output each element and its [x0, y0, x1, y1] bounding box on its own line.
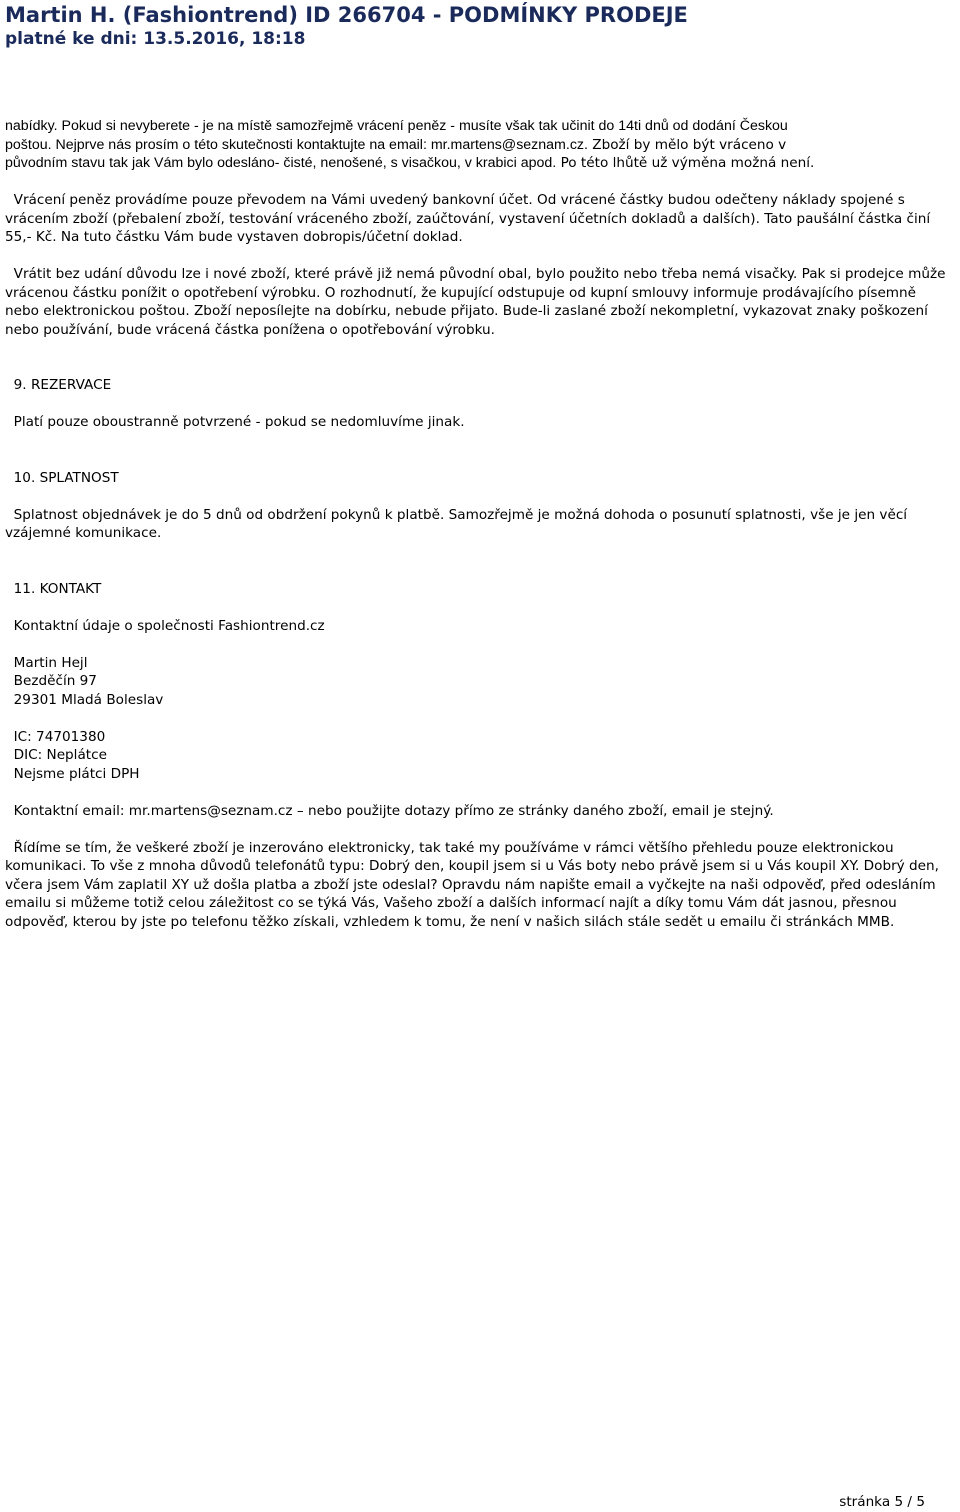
contact-dic: DIC: Neplátce: [5, 747, 107, 763]
text-line: původním stavu tak jak Vám bylo odesláno- čisté, nenošené, s visačkou, v krabici apod.: [5, 155, 557, 171]
paragraph-return-conditions: Vrátit bez udání důvodu lze i nové zboží, které právě již nemá původní obal, bylo použito nebo třeba nemá visačky. Pak si prodejce může vrácenou částku ponížit o opotřebení výrobku. O rozhodnutí, že kupující odstupuje od kupní smlouvy informuje prodávajícího písemně nebo elektronickou poštou. Zboží neposílejte na dobírku, nebude přijato. Bude-li zaslané zboží nekompletní, vykazovat znaky poškození nebo používání, bude vrácená částka ponížena o opotřebování výrobku.: [5, 266, 950, 338]
text-line: nabídky. Pokud si nevyberete - je na místě samozřejmě vrácení peněz - musíte však tak učinit do 14ti dnů od dodání Českou: [5, 118, 788, 134]
contact-name: Martin Hejl: [5, 654, 88, 671]
section-9-heading: 9. REZERVACE: [5, 377, 112, 393]
section-10-text: Splatnost objednávek je do 5 dnů od obdržení pokynů k platbě. Samozřejmě je možná dohoda o posunutí splatnosti, vše je jen věcí vzájemné komunikace.: [5, 506, 912, 541]
contact-vat: Nejsme plátci DPH: [5, 765, 140, 782]
paragraph-returns: [5, 117, 950, 173]
section-11-heading: 11. KONTAKT: [5, 580, 102, 597]
section-10-heading: 10. SPLATNOST: [5, 469, 119, 486]
contact-ic: IC: 74701380: [5, 728, 106, 745]
document-body: [5, 117, 950, 931]
text-line: poštou. Nejprve nás prosím o této skutečnosti kontaktujte na email: mr.martens@seznam.cz.: [5, 136, 588, 153]
page-number: stránka 5 / 5: [839, 1494, 925, 1510]
section-11-intro: Kontaktní údaje o společnosti Fashiontrend.cz: [5, 617, 325, 634]
paragraph-communication: Řídíme se tím, že veškeré zboží je inzerováno elektronicky, tak také my používáme v rámci většího přehledu pouze elektronickou komunikaci. To vše z mnoha důvodů telefonátů typu: Dobrý den, koupil jsem si u Vás boty nebo právě jsem si u Vás koupil XY. Dobrý den, včera jsem Vám zaplatil XY už došla platba a zboží jste odeslal? Opravdu nám napište email a vyčkejte na naši odpověď, před odesláním emailu si můžeme totiž celou záležitost co se týká Vás, Vašeho zboží a dalších informací najít a díky tomu Vám dát jasnou, přesnou odpověď, kterou by jste po telefonu těžko získali, vzhledem k tomu, že není v našich silách stále sedět u emailu či stránkách MMB.: [5, 839, 944, 930]
text-line: Zboží by mělo být vráceno v: [587, 136, 787, 153]
contact-email: Kontaktní email: mr.martens@seznam.cz – nebo použijte dotazy přímo ze stránky daného zboží, email je stejný.: [5, 802, 774, 819]
text-line: Po této lhůtě už výměna možná není.: [556, 155, 815, 171]
section-9-text: Platí pouze oboustranně potvrzené - pokud se nedomluvíme jinak.: [5, 414, 465, 430]
paragraph-refund: Vrácení peněz provádíme pouze převodem na Vámi uvedený bankovní účet. Od vrácené částky budou odečteny náklady spojené s vrácením zboží (přebalení zboží, testování vráceného zboží, zaúčtování, vystavení účetních dokladů a dalších). Tato paušální částka činí 55,- Kč. Na tuto částku Vám bude vystaven dobropis/účetní doklad.: [5, 192, 935, 245]
page-header: [0, 0, 960, 52]
contact-city: 29301 Mladá Boleslav: [5, 691, 164, 708]
document-title: Martin H. (Fashiontrend) ID 266704 - PODMÍNKY PRODEJE: [5, 3, 688, 27]
contact-street: Bezděčín 97: [5, 673, 97, 689]
document-date: platné ke dni: 13.5.2016, 18:18: [5, 29, 306, 49]
